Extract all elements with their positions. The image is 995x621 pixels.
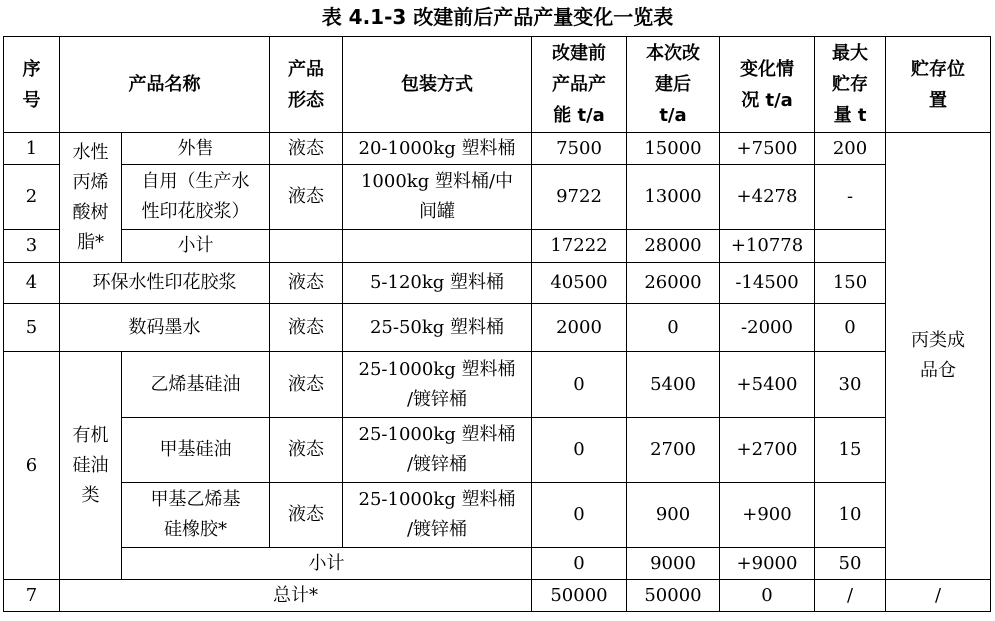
cell-before: 7500	[532, 133, 627, 165]
cell-after: 13000	[627, 165, 720, 230]
cell-seq: 1	[4, 133, 60, 165]
cell-form	[270, 230, 343, 263]
cell-name: 甲基乙烯基 硅橡胶*	[122, 483, 270, 548]
cell-after: 0	[627, 304, 720, 352]
cell-location: /	[886, 580, 991, 612]
cell-pack: 25-1000kg 塑料桶 /镀锌桶	[343, 352, 532, 418]
cell-change: +9000	[720, 548, 815, 580]
cell-seq: 3	[4, 230, 60, 263]
cell-before: 17222	[532, 230, 627, 263]
cell-store: 0	[815, 304, 886, 352]
cell-before: 2000	[532, 304, 627, 352]
cell-store	[815, 230, 886, 263]
cell-change: 0	[720, 580, 815, 612]
cell-after: 50000	[627, 580, 720, 612]
cell-after: 26000	[627, 263, 720, 304]
cell-change: -2000	[720, 304, 815, 352]
header-form: 产品 形态	[270, 37, 343, 133]
table-row	[4, 263, 991, 304]
cell-pack: 25-50kg 塑料桶	[343, 304, 532, 352]
cell-name: 乙烯基硅油	[122, 352, 270, 418]
cell-name: 数码墨水	[60, 304, 270, 352]
header-seq: 序 号	[4, 37, 60, 133]
cell-after: 9000	[627, 548, 720, 580]
cell-store: 150	[815, 263, 886, 304]
cell-pack	[343, 230, 532, 263]
cell-pack: 25-1000kg 塑料桶 /镀锌桶	[343, 418, 532, 483]
table-row	[4, 230, 991, 263]
table-row	[4, 165, 991, 230]
header-after: 本次改 建后 t/a	[627, 37, 720, 133]
cell-storage-location: 丙类成 品仓	[886, 133, 991, 580]
cell-seq: 6	[4, 352, 60, 580]
header-change: 变化情 况 t/a	[720, 37, 815, 133]
cell-form: 液态	[270, 263, 343, 304]
header-max-storage: 最大 贮存 量 t	[815, 37, 886, 133]
cell-change: +900	[720, 483, 815, 548]
cell-store: 50	[815, 548, 886, 580]
cell-store: -	[815, 165, 886, 230]
header-storage-location: 贮存位 置	[886, 37, 991, 133]
cell-store: 15	[815, 418, 886, 483]
table-row	[4, 304, 991, 352]
cell-form: 液态	[270, 483, 343, 548]
cell-after: 28000	[627, 230, 720, 263]
cell-group-silicone: 有机 硅油 类	[60, 352, 122, 580]
cell-change: +7500	[720, 133, 815, 165]
cell-before: 9722	[532, 165, 627, 230]
cell-after: 15000	[627, 133, 720, 165]
cell-name: 外售	[122, 133, 270, 165]
table-title: 表 4.1-3 改建前后产品产量变化一览表	[321, 5, 674, 29]
cell-change: +2700	[720, 418, 815, 483]
cell-change: +5400	[720, 352, 815, 418]
cell-seq: 7	[4, 580, 60, 612]
cell-seq: 2	[4, 165, 60, 230]
header-packaging: 包装方式	[343, 37, 532, 133]
cell-after: 5400	[627, 352, 720, 418]
cell-form: 液态	[270, 304, 343, 352]
cell-pack: 25-1000kg 塑料桶 /镀锌桶	[343, 483, 532, 548]
cell-name: 自用（生产水 性印花胶浆）	[122, 165, 270, 230]
cell-after: 2700	[627, 418, 720, 483]
cell-name: 总计*	[60, 580, 532, 612]
cell-change: -14500	[720, 263, 815, 304]
table-row	[4, 418, 991, 483]
cell-before: 0	[532, 352, 627, 418]
header-before: 改建前 产品产 能 t/a	[532, 37, 627, 133]
cell-change: +4278	[720, 165, 815, 230]
cell-before: 40500	[532, 263, 627, 304]
cell-seq: 5	[4, 304, 60, 352]
header-row	[4, 37, 991, 133]
cell-seq: 4	[4, 263, 60, 304]
table-row	[4, 548, 991, 580]
cell-before: 0	[532, 418, 627, 483]
cell-form: 液态	[270, 133, 343, 165]
cell-store: 30	[815, 352, 886, 418]
cell-store: 10	[815, 483, 886, 548]
cell-pack: 5-120kg 塑料桶	[343, 263, 532, 304]
product-output-table	[3, 36, 991, 612]
cell-before: 50000	[532, 580, 627, 612]
cell-store: 200	[815, 133, 886, 165]
cell-before: 0	[532, 483, 627, 548]
cell-change: +10778	[720, 230, 815, 263]
cell-before: 0	[532, 548, 627, 580]
cell-form: 液态	[270, 352, 343, 418]
table-row	[4, 483, 991, 548]
cell-name: 小计	[122, 230, 270, 263]
cell-pack: 20-1000kg 塑料桶	[343, 133, 532, 165]
cell-pack: 1000kg 塑料桶/中 间罐	[343, 165, 532, 230]
cell-name: 环保水性印花胶浆	[60, 263, 270, 304]
cell-form: 液态	[270, 418, 343, 483]
cell-after: 900	[627, 483, 720, 548]
table-row	[4, 133, 991, 165]
table-row	[4, 580, 991, 612]
cell-store: /	[815, 580, 886, 612]
cell-form: 液态	[270, 165, 343, 230]
header-product-name: 产品名称	[60, 37, 270, 133]
table-row	[4, 352, 991, 418]
cell-name: 小计	[122, 548, 532, 580]
cell-group-acrylic: 水性 丙烯 酸树 脂*	[60, 133, 122, 263]
cell-name: 甲基硅油	[122, 418, 270, 483]
